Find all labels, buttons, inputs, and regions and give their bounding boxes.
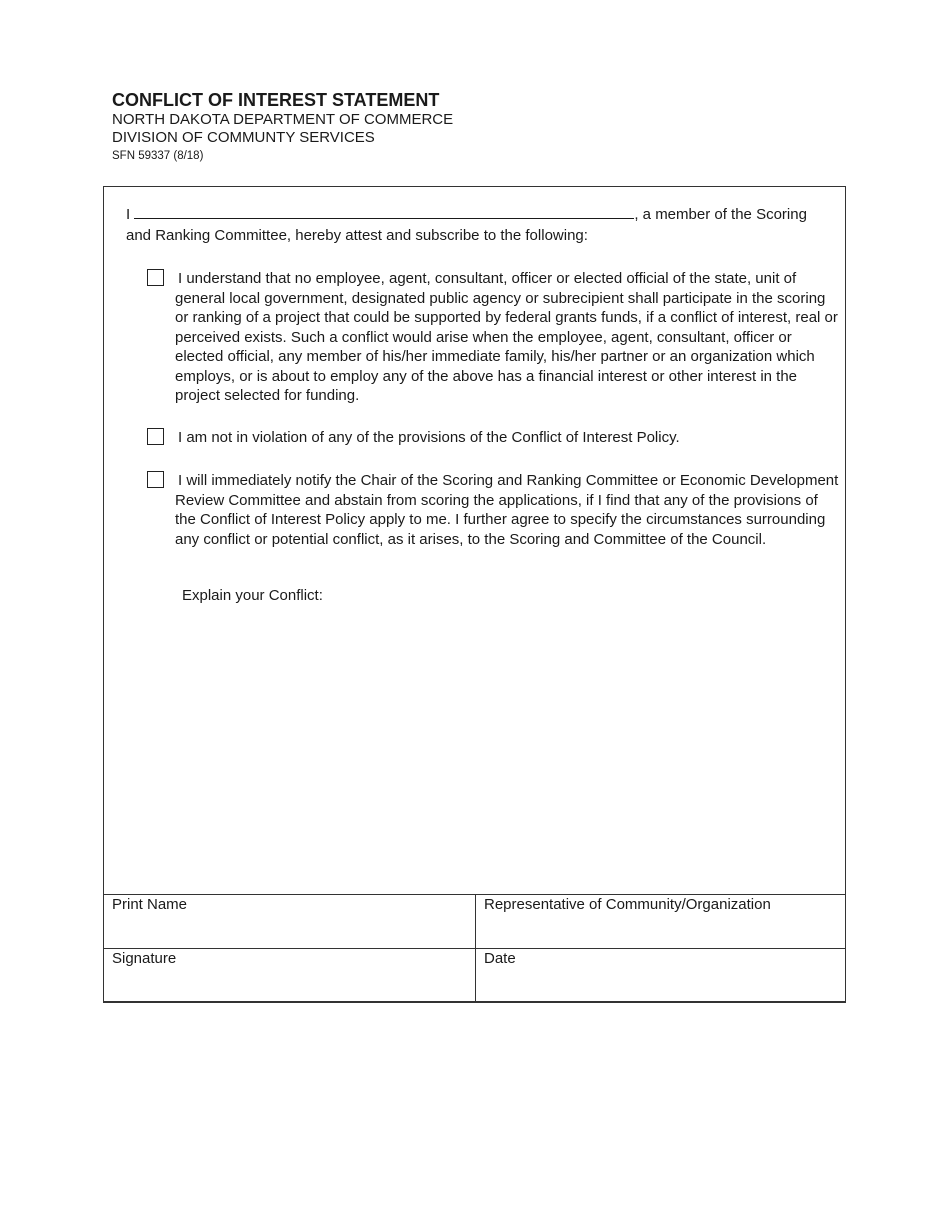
- signature-field[interactable]: [104, 949, 476, 1003]
- form-title: CONFLICT OF INTEREST STATEMENT: [112, 90, 440, 110]
- attestation-item: [147, 428, 839, 448]
- intro-suffix: , a member of the Scoring and Ranking Committee, hereby attest and subscribe to the following:: [126, 206, 807, 244]
- explain-conflict-label: Explain your Conflict:: [182, 587, 323, 604]
- attestation-item: [147, 471, 839, 549]
- attestation-text: I will immediately notify the Chair of the Scoring and Ranking Committee or Economic Development Review Committee and abstain from scoring the applications, if I find that any of the provisions of the Conflict of Interest Policy apply to me. I further agree to specify the circumstances surrounding any conflict or potential conflict, as it arises, to the Scoring and Committee of the Council.: [175, 472, 839, 548]
- intro-prefix: I: [126, 206, 131, 223]
- department-name: NORTH DAKOTA DEPARTMENT OF COMMERCE: [112, 111, 454, 128]
- print-name-field[interactable]: [104, 895, 476, 949]
- attestation-text: I am not in violation of any of the provisions of the Conflict of Interest Policy.: [178, 429, 680, 446]
- signature-label: Signature: [112, 950, 177, 967]
- date-label: Date: [484, 950, 516, 967]
- attestation-intro: [126, 203, 826, 246]
- attestation-item: [147, 269, 839, 406]
- signature-table: [103, 894, 846, 1003]
- form-code: SFN 59337 (8/18): [112, 150, 204, 162]
- representative-label: Representative of Community/Organization: [484, 896, 771, 913]
- member-name-blank[interactable]: [134, 203, 634, 219]
- attestation-text: I understand that no employee, agent, consultant, officer or elected official of the state, unit of general local government, designated public agency or subrecipient shall participate in the scoring or ranking of a project that could be supported by federal grants funds, if a conflict of interest, real or perceived exists. Such a conflict would arise when the employee, agent, consultant, officer or elected official, any member of his/her immediate family, his/her partner or an organization which employs, or is about to employ any of the above has a financial interest or other interest in the project selected for funding.: [175, 270, 838, 404]
- attestation-checkbox[interactable]: [147, 428, 164, 445]
- form-header: [112, 90, 453, 164]
- attestation-checkbox[interactable]: [147, 269, 164, 286]
- representative-field[interactable]: [476, 895, 846, 949]
- form-body: [103, 186, 846, 1002]
- print-name-label: Print Name: [112, 896, 188, 913]
- date-field[interactable]: [476, 949, 846, 1003]
- division-name: DIVISION OF COMMUNTY SERVICES: [112, 129, 375, 146]
- attestation-checkbox[interactable]: [147, 471, 164, 488]
